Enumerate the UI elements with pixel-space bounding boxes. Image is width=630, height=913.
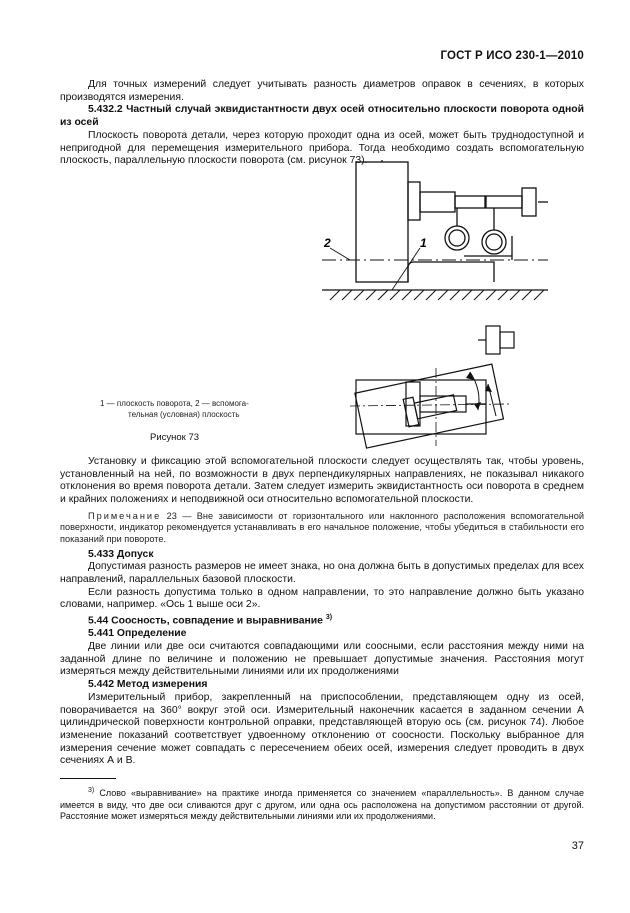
section-heading-5-433: 5.433 Допуск <box>88 548 154 560</box>
note-label: Примечание <box>88 510 162 521</box>
paragraph-precise-measurements: Для точных измерений следует учитывать разность диаметров оправок в сечениях, в которых производятся измерения. <box>60 79 584 103</box>
note-23 <box>60 511 584 546</box>
paragraph-measurement-method: Измерительный прибор, закрепленный на приспособлении, представляющем одну из осей, поворачивается на 360° вокруг этой оси. Измерительный наконечник касается в заданном сечении А цилиндрической поверхности контрольной оправки, представляющей вторую ось (см. рисунок 74). Любое изменение показаний соответствует удвоенному отклонению от соосности. Поскольку выбранное для измерения сечение может совпадать с пересечением обеих осей, измерения следует проводить в двух сечениях А и В. <box>60 691 584 767</box>
base-fixture <box>408 262 494 282</box>
leader-2 <box>330 248 350 260</box>
figure-legend <box>100 398 280 420</box>
text-top <box>60 79 584 168</box>
machine-column <box>356 162 408 282</box>
mandrel <box>486 196 522 208</box>
legend-line-2: тельная (условная) плоскость <box>128 410 240 419</box>
section-heading-5-432-2: 5.432.2 Частный случай эквидистантности двух осей относительно плоскости поворота одной из осей <box>60 104 584 129</box>
footnote <box>60 785 584 823</box>
leader-1 <box>392 248 420 290</box>
second-spindle <box>522 188 536 216</box>
spindle-flange <box>408 182 420 220</box>
section-heading-5-441: 5.441 Определение <box>88 628 187 640</box>
rotated-table <box>355 364 504 448</box>
figure-label-2: 2 <box>324 236 331 250</box>
paragraph-definition: Две линии или две оси считаются совпадающими или соосными, если расстояния между ними на заданной длине по величине и положению не превышает допустимые значения. Расстояния могут измеряться между действительными линиями или их продолжениями <box>60 640 584 678</box>
heading-5-44-text: 5.44 Соосность, совпадение и выравнивание <box>88 615 323 627</box>
footnote-text: Слово «выравнивание» на практике иногда применяется со значением «параллельность». В данном случае имеется в виду, что две оси сливаются друг с другом, или одна ось расположена на допустимом расстоянии от другой. Расстояние может измеряться между действительными линиями или их продолжениями. <box>60 788 584 822</box>
note-text: 23 — Вне зависимости от горизонтального или наклонного расположения вспомогательной поверхности, индикатор рекомендуется устанавливать в его начальное положение, чтобы убедиться в стабильности его показаний при повороте. <box>60 510 584 544</box>
section-heading-5-442: 5.442 Метод измерения <box>88 679 208 691</box>
page-number: 37 <box>571 840 584 852</box>
spindle-body <box>420 192 455 212</box>
footnote-marker: 3) <box>88 787 95 794</box>
legend-line-1: 1 — плоскость поворота, 2 — вспомога- <box>100 399 249 408</box>
figure-title: Рисунок 73 <box>150 432 200 443</box>
paragraph-installation: Установку и фиксацию этой вспомогательной плоскости следует осуществлять так, чтобы уровень, установленный на ней, по возможности в двух перпендикулярных направлениях, не показывал никакого отклонения во время поворота детали. Затем следует измерить эквидистантность оси поворота в среднем и крайних положениях и неподвижной оси относительно вспомогательной плоскости. <box>60 456 584 506</box>
figure-label-1: 1 <box>420 236 427 250</box>
paragraph-auxiliary-plane: Плоскость поворота детали, через которую проходит одна из осей, может быть труднодоступной и непригодной для перемещения измерительного прибора. Тогда необходимо создать вспомогательную плоскость, параллельную плоскости поворота (см. рисунок 73). <box>60 129 584 167</box>
paragraph-one-direction: Если разность допустима только в одном направлении, то это направление должно быть указано словами, например. «Ось 1 выше оси 2». <box>60 586 584 611</box>
figure-73-side-view <box>0 160 630 310</box>
document-header: ГОСТ Р ИСО 230-1—2010 <box>440 50 584 62</box>
footnote-3 <box>60 785 584 823</box>
section-heading-5-44 <box>60 612 584 628</box>
footnote-separator <box>60 778 116 779</box>
paragraph-tolerance: Допустимая разность размеров не имеет знака, но она должна быть в допустимых пределах для всех направлений, параллельных базовой плоскости. <box>60 561 584 585</box>
text-bottom <box>60 456 584 768</box>
figure-73-top-view <box>0 320 630 450</box>
footnote-ref-3: 3) <box>325 614 333 622</box>
